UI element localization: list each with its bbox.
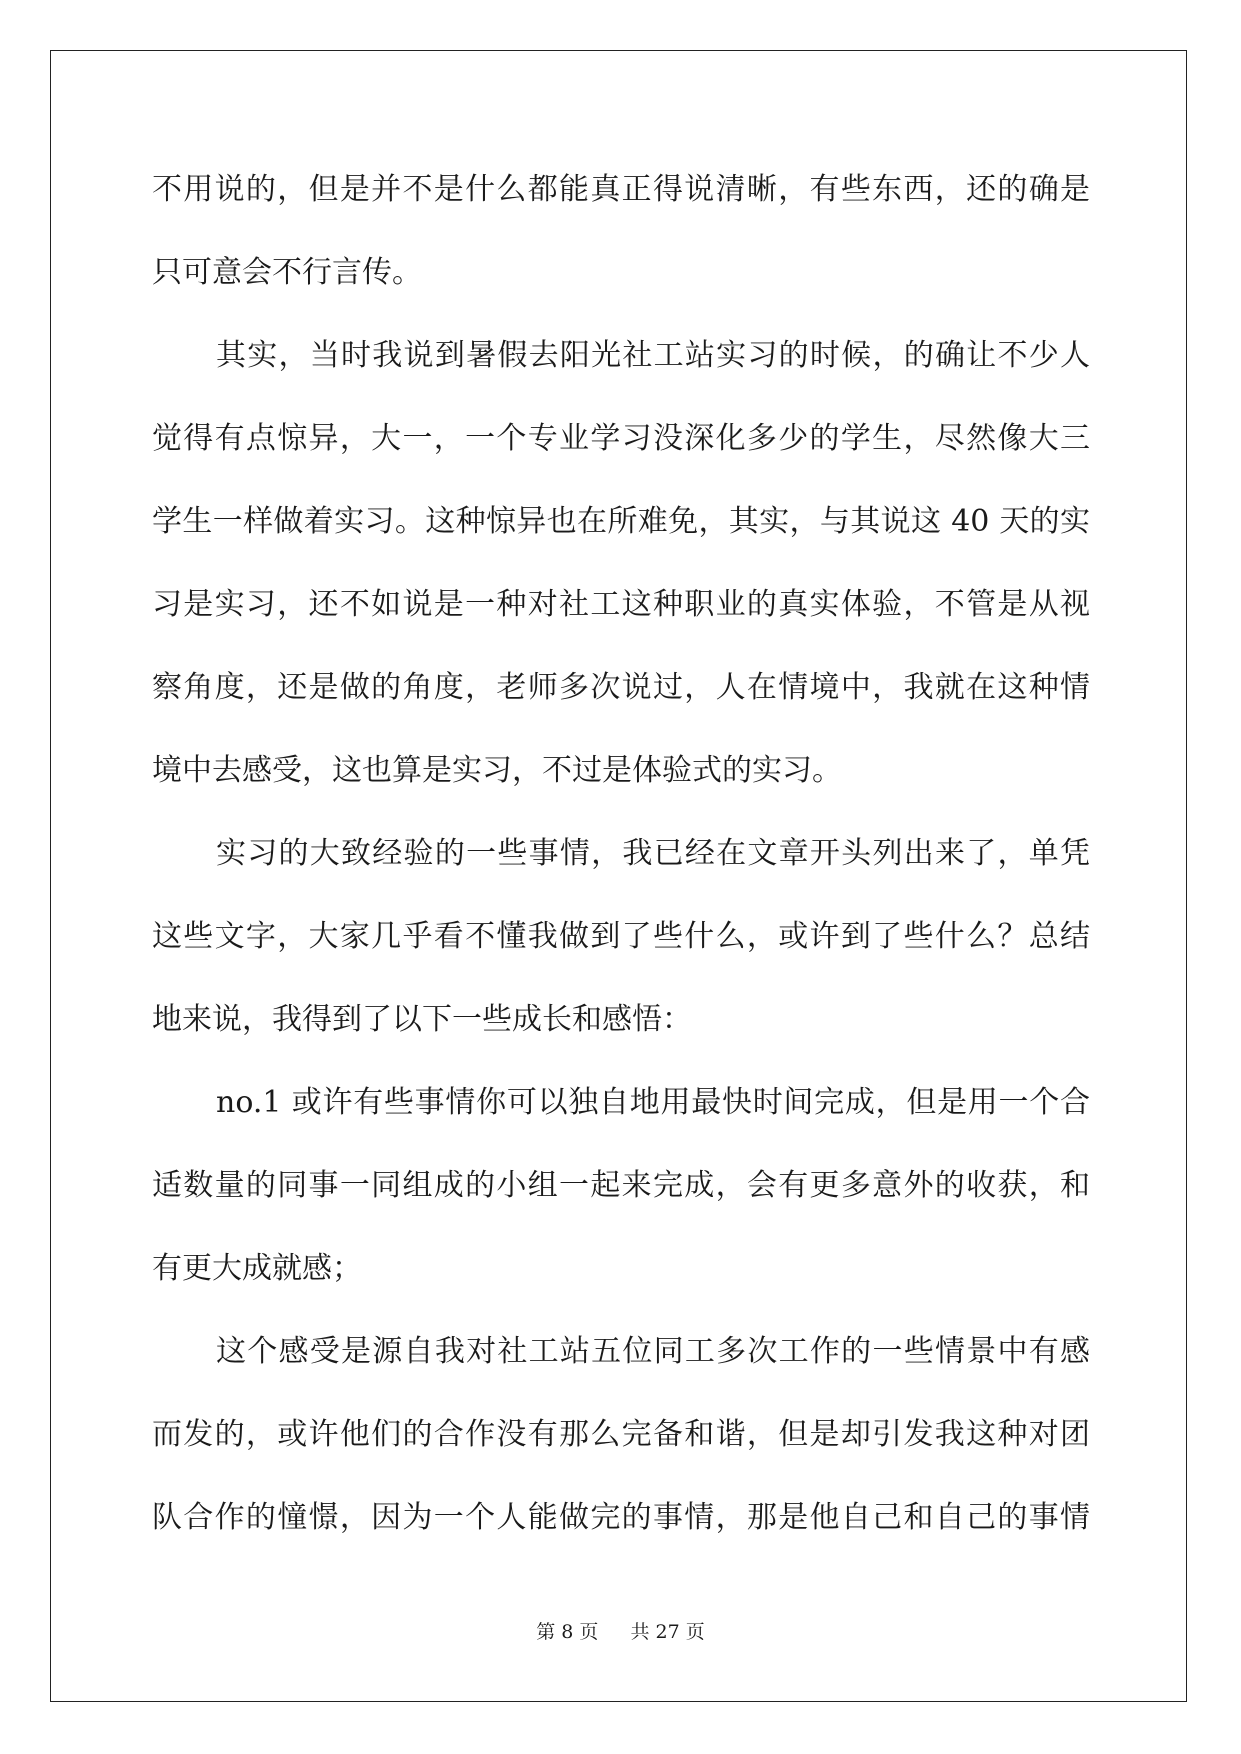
text-line: 适数量的同事一同组成的小组一起来完成，会有更多意外的收获，和 <box>152 1168 1090 1203</box>
text-line: 其实，当时我说到暑假去阳光社工站实习的时候，的确让不少人 <box>216 338 1090 373</box>
page-total: 共 27 页 <box>630 1621 705 1643</box>
text-line: 觉得有点惊异，大一，一个专业学习没深化多少的学生，尽然像大三 <box>152 421 1090 456</box>
text-line: 地来说，我得到了以下一些成长和感悟： <box>152 1002 692 1037</box>
text-line: 察角度，还是做的角度，老师多次说过，人在情境中，我就在这种情 <box>152 670 1090 705</box>
page-footer <box>0 1617 1241 1644</box>
text-line: no.1 或许有些事情你可以独自地用最快时间完成，但是用一个合 <box>216 1085 1090 1120</box>
document-body <box>152 160 1090 1571</box>
page-number: 第 8 页 <box>536 1621 599 1643</box>
text-line: 境中去感受，这也算是实习，不过是体验式的实习。 <box>152 753 842 788</box>
text-line: 这些文字，大家几乎看不懂我做到了些什么，或许到了些什么？总结 <box>152 919 1090 954</box>
text-line: 这个感受是源自我对社工站五位同工多次工作的一些情景中有感 <box>216 1334 1090 1369</box>
text-line: 有更大成就感； <box>152 1251 362 1286</box>
text-line: 而发的，或许他们的合作没有那么完备和谐，但是却引发我这种对团 <box>152 1417 1090 1452</box>
text-line: 只可意会不行言传。 <box>152 255 422 290</box>
text-line: 习是实习，还不如说是一种对社工这种职业的真实体验，不管是从视 <box>152 587 1090 622</box>
text-line: 队合作的憧憬，因为一个人能做完的事情，那是他自己和自己的事情 <box>152 1500 1090 1535</box>
text-line: 学生一样做着实习。这种惊异也在所难免，其实，与其说这 40 天的实 <box>152 504 1090 539</box>
text-line: 实习的大致经验的一些事情，我已经在文章开头列出来了，单凭 <box>216 836 1090 871</box>
text-line: 不用说的，但是并不是什么都能真正得说清晰，有些东西，还的确是 <box>152 172 1090 207</box>
